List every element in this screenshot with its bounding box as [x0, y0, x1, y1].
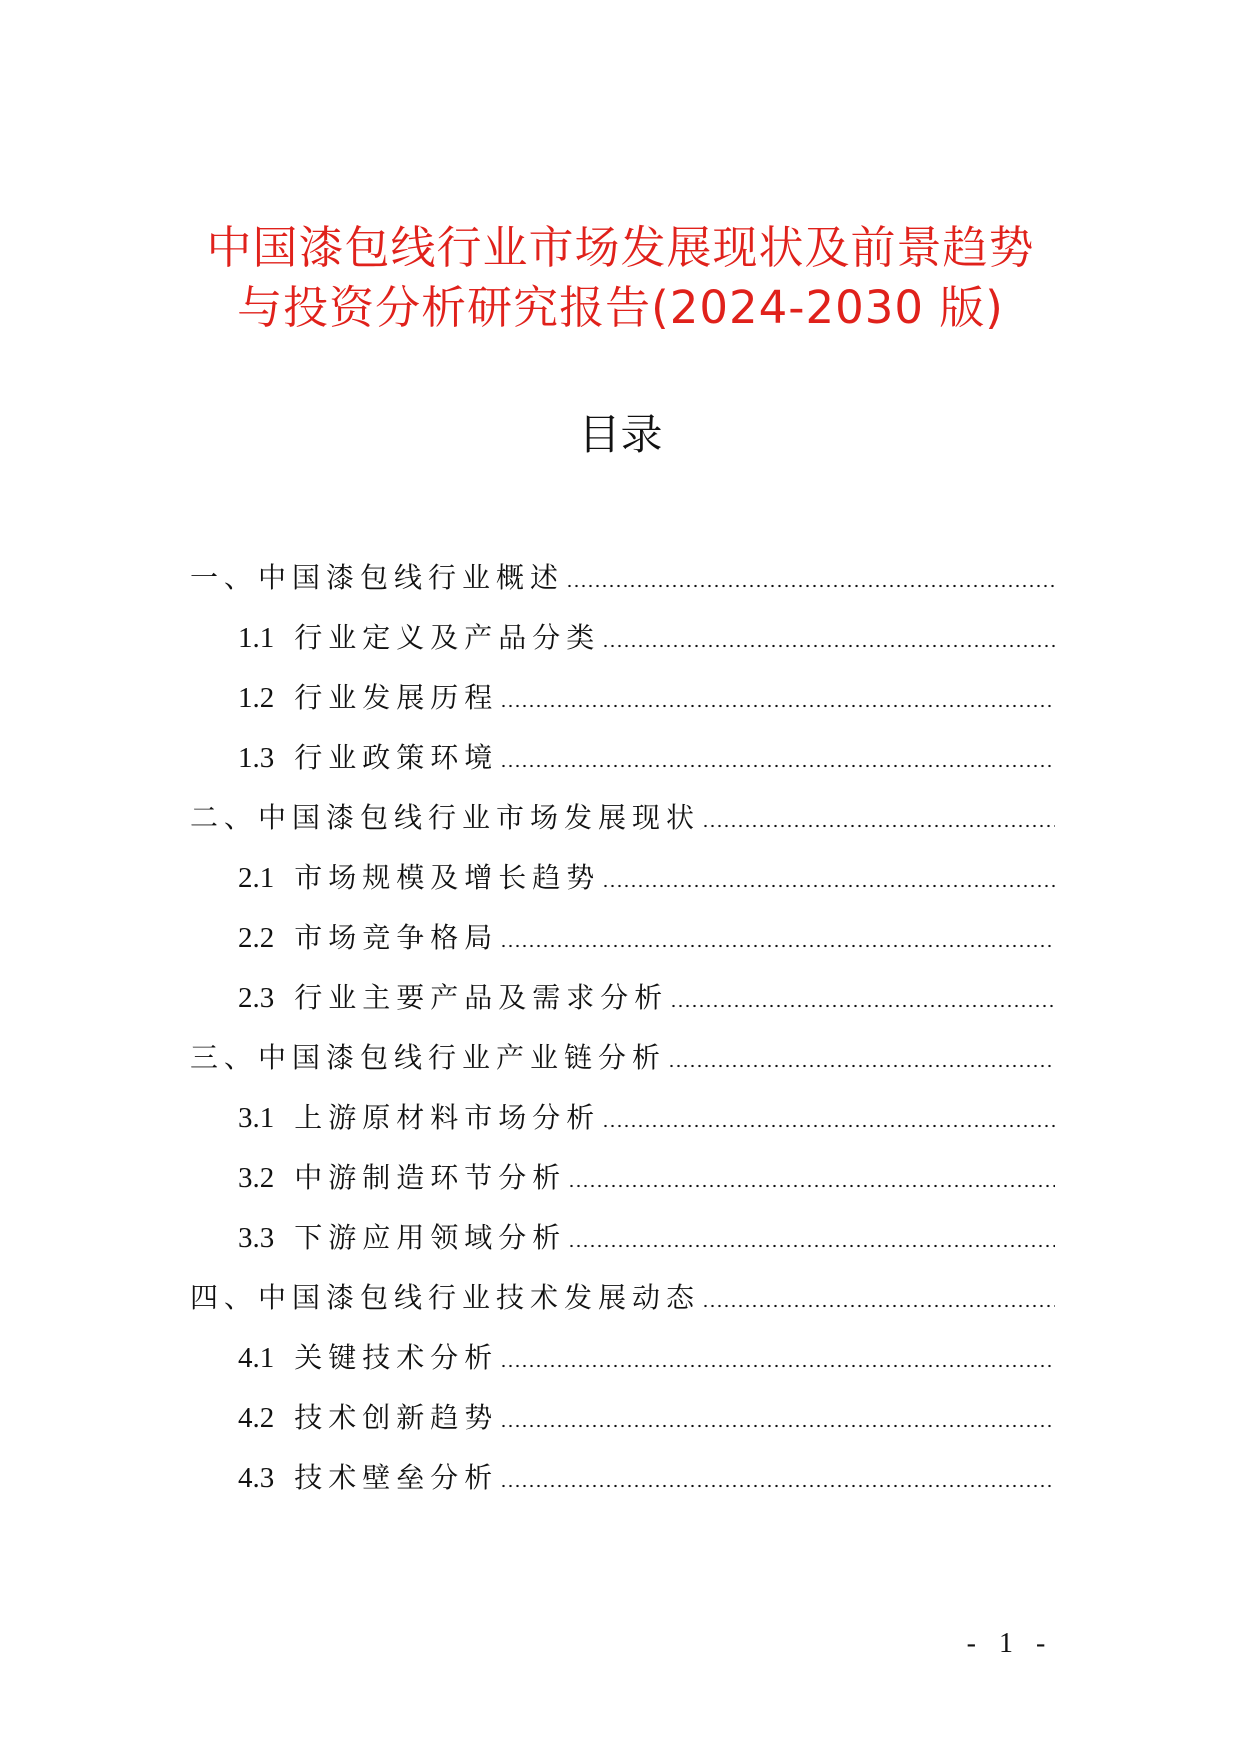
toc-entry[interactable]	[238, 658, 1055, 718]
toc-entry-number: 4.1	[238, 1342, 275, 1374]
toc-entry-number: 3.1	[238, 1102, 275, 1134]
dot-leader	[702, 823, 1055, 829]
toc-entry-title: 二、中国漆包线行业市场发展现状	[190, 801, 701, 834]
toc-entry[interactable]	[238, 598, 1055, 658]
toc-entry-title: 下游应用领域分析	[294, 1221, 567, 1254]
dot-leader	[668, 1063, 1055, 1069]
toc-entry-number: 1.3	[238, 742, 275, 774]
toc-entry-number: 2.3	[238, 982, 275, 1014]
toc-entry-title: 技术创新趋势	[294, 1401, 499, 1434]
toc-entry-number: 3.3	[238, 1222, 275, 1254]
dot-leader	[500, 1423, 1055, 1429]
toc-entry-number: 3.2	[238, 1162, 275, 1194]
dot-leader	[500, 943, 1055, 949]
dot-leader	[568, 1243, 1055, 1249]
toc-entry-title: 行业定义及产品分类	[294, 621, 601, 654]
toc-entry[interactable]	[238, 1318, 1055, 1378]
dot-leader	[702, 1303, 1055, 1309]
toc-entry[interactable]	[190, 1018, 1055, 1078]
dot-leader	[500, 763, 1055, 769]
page-number: - 1 -	[966, 1628, 1054, 1659]
toc-entry[interactable]	[238, 1138, 1055, 1198]
toc-entry-number: 1.1	[238, 622, 275, 654]
dot-leader	[566, 583, 1055, 589]
toc-entry-title: 关键技术分析	[294, 1341, 499, 1374]
toc-entry[interactable]	[190, 538, 1055, 598]
dot-leader	[500, 703, 1055, 709]
toc-entry[interactable]	[190, 1258, 1055, 1318]
dot-leader	[670, 1003, 1055, 1009]
toc-entry[interactable]	[238, 838, 1055, 898]
toc-entry-title: 一、中国漆包线行业概述	[190, 561, 565, 594]
report-title	[0, 218, 1241, 338]
toc-entry-title: 技术壁垒分析	[294, 1461, 499, 1494]
report-title-line-2: 与投资分析研究报告(2024-2030 版)	[237, 281, 1004, 334]
toc-entry[interactable]	[238, 1378, 1055, 1438]
dot-leader	[500, 1483, 1055, 1489]
report-title-line-1: 中国漆包线行业市场发展现状及前景趋势	[206, 221, 1035, 274]
dot-leader	[602, 1123, 1055, 1129]
toc-heading: 目录	[578, 410, 663, 459]
toc-entry-title: 市场规模及增长趋势	[294, 861, 601, 894]
dot-leader	[568, 1183, 1055, 1189]
dot-leader	[602, 883, 1055, 889]
toc-entry-title: 上游原材料市场分析	[294, 1101, 601, 1134]
toc-entry[interactable]	[238, 1198, 1055, 1258]
toc-entry-title: 行业政策环境	[294, 741, 499, 774]
toc-entry-title: 行业主要产品及需求分析	[294, 981, 669, 1014]
toc-entry[interactable]	[238, 958, 1055, 1018]
toc-entry-title: 行业发展历程	[294, 681, 499, 714]
toc-entry[interactable]	[238, 1438, 1055, 1498]
toc-entry-number: 4.3	[238, 1462, 275, 1494]
toc-entry-title: 市场竞争格局	[294, 921, 499, 954]
toc-entry[interactable]	[238, 898, 1055, 958]
toc-entry-number: 2.1	[238, 862, 275, 894]
toc-entry-number: 1.2	[238, 682, 275, 714]
toc-entry-title: 中游制造环节分析	[294, 1161, 567, 1194]
toc-entry[interactable]	[238, 718, 1055, 778]
toc-entry-title: 三、中国漆包线行业产业链分析	[190, 1041, 667, 1074]
toc-entry-title: 四、中国漆包线行业技术发展动态	[190, 1281, 701, 1314]
toc-entry[interactable]	[190, 778, 1055, 838]
dot-leader	[500, 1363, 1055, 1369]
toc-entry-number: 2.2	[238, 922, 275, 954]
toc-entry[interactable]	[238, 1078, 1055, 1138]
dot-leader	[602, 643, 1055, 649]
toc-entry-number: 4.2	[238, 1402, 275, 1434]
